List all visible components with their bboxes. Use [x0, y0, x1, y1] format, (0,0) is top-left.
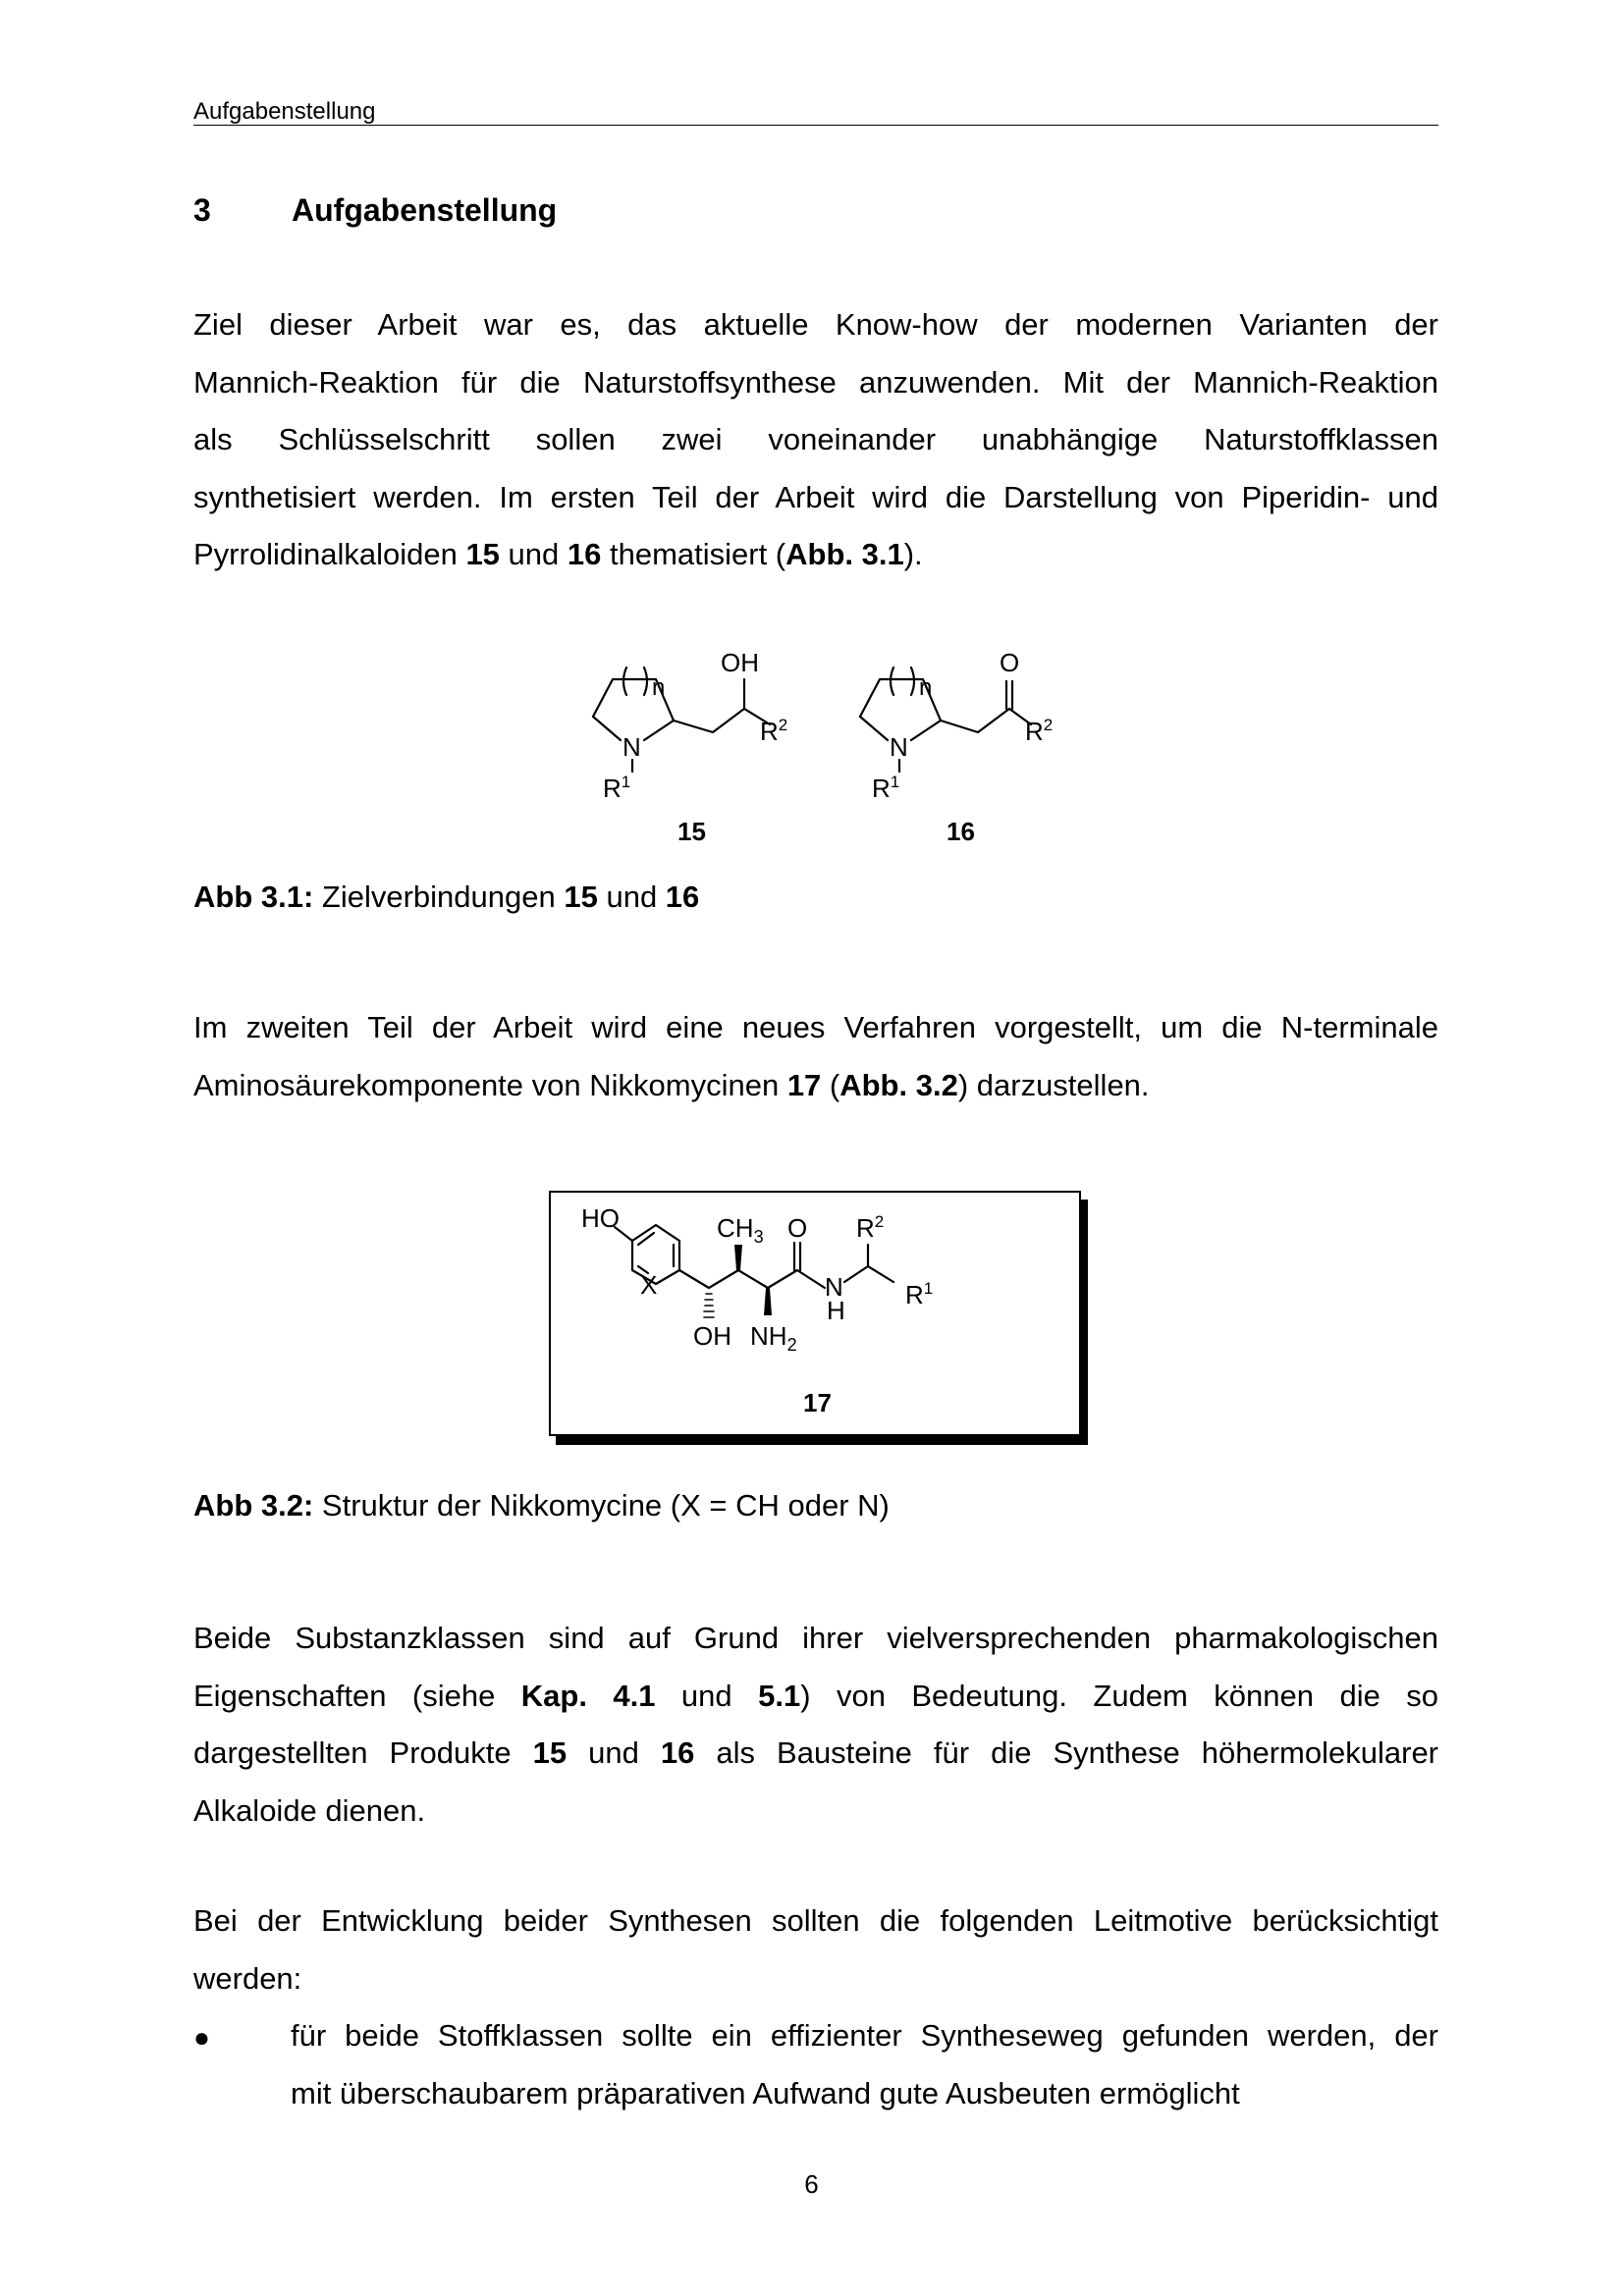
- paragraph-line: Alkaloide dienen.: [193, 1792, 426, 1828]
- group-r2: $R^2$: [1025, 716, 1054, 746]
- group-nh2: $NH_2$: [750, 1321, 797, 1355]
- atom-n: N: [622, 732, 641, 762]
- compound-ref: 15: [532, 1735, 568, 1770]
- paragraph-line: Mannich-Reaktion für die Naturstoffsynthese anzuwenden. Mit der Mannich-Reaktion: [193, 364, 1438, 400]
- bond: [911, 667, 914, 695]
- header-rule: [193, 125, 1438, 126]
- paragraph-line: synthetisiert werden. Im ersten Teil der Arbeit wird die Darstellung von Piperidin- und: [193, 479, 1438, 514]
- group-r2: $R^2$: [760, 716, 788, 746]
- paragraph-line: Eigenschaften (siehe Kap. 4.1 und 5.1) von Bedeutung. Zudem können die so: [193, 1678, 1438, 1713]
- side-chain-16: [941, 709, 1031, 732]
- bond: [860, 717, 888, 740]
- page-number: 6: [804, 2169, 819, 2199]
- paragraph-line: Aminosäurekomponente von Nikkomycinen 17 (Abb. 3.2) darzustellen.: [193, 1067, 1150, 1102]
- bond: [911, 721, 941, 740]
- figure-3-1: [550, 638, 1100, 854]
- paragraph-second-part: [193, 999, 1438, 1114]
- compound-label-15: 15: [677, 817, 706, 846]
- paragraph-line: dargestellten Produkte 15 und 16 als Bausteine für die Synthese höhermolekularer: [193, 1735, 1439, 1770]
- bond: [891, 667, 893, 695]
- atom-oh: OH: [721, 648, 759, 677]
- group-r1: $R^1$: [603, 773, 631, 803]
- side-chain-15: [674, 709, 770, 732]
- bond: [644, 721, 674, 740]
- figure-3-2: [546, 1188, 1096, 1449]
- section-number: 3: [193, 192, 211, 228]
- paragraph-guidelines: [193, 1893, 1438, 2007]
- atom-o: O: [1000, 648, 1020, 677]
- bond: [593, 717, 621, 740]
- paragraph-line: Ziel dieser Arbeit war es, das aktuelle Know-how der modernen Varianten der: [193, 307, 1438, 342]
- chapter-ref: 5.1: [758, 1678, 801, 1713]
- bond: [644, 667, 647, 695]
- chapter-ref: Kap. 4.1: [520, 1678, 656, 1713]
- atom-h: H: [827, 1296, 845, 1325]
- list-item-line: für beide Stoffklassen sollte ein effizienter Syntheseweg gefunden werden, der: [291, 2018, 1438, 2053]
- paragraph-line: als Schlüsselschritt sollen zwei voneinander unabhängige Naturstoffklassen: [193, 422, 1438, 456]
- atom-o: O: [787, 1213, 808, 1243]
- paragraph-line: Beide Substanzklassen sind auf Grund ihrer vielversprechenden pharmakologischen: [193, 1621, 1438, 1655]
- atom-n: N: [890, 732, 908, 762]
- running-header: Aufgabenstellung: [193, 98, 376, 125]
- group-r2: $R^2$: [856, 1212, 885, 1243]
- bullet-icon: ●: [193, 2022, 210, 2053]
- figure-caption-3-2: Abb 3.2: Struktur der Nikkomycine (X = CH oder N): [193, 1488, 890, 1522]
- list-item: [291, 2007, 1438, 2122]
- list-item-line: mit überschaubarem präparativen Aufwand gute Ausbeuten ermöglicht: [291, 2075, 1240, 2110]
- group-ho: HO: [581, 1203, 620, 1233]
- atom-x: X: [640, 1270, 658, 1300]
- paragraph-line: Pyrrolidinalkaloiden 15 und 16 thematisiert (Abb. 3.1).: [193, 537, 923, 571]
- compound-ref: 16: [660, 1735, 695, 1770]
- paragraph-line: Im zweiten Teil der Arbeit wird eine neues Verfahren vorgestellt, um die N-terminale: [193, 1010, 1438, 1044]
- figure-caption-3-1: Abb 3.1: Zielverbindungen 15 und 16: [193, 880, 700, 914]
- bond: [623, 667, 626, 695]
- group-r1: $R^1$: [872, 773, 900, 803]
- paragraph-significance: [193, 1610, 1438, 1840]
- ring-index: n: [652, 674, 666, 701]
- group-oh: OH: [693, 1321, 731, 1351]
- compound-ref: 16: [567, 537, 602, 571]
- ring-index: n: [919, 674, 933, 701]
- group-ch3: $CH_3$: [717, 1213, 764, 1247]
- paragraph-line: Bei der Entwicklung beider Synthesen sollten die folgenden Leitmotive berücksichtigt: [193, 1903, 1438, 1938]
- group-r1: $R^1$: [905, 1279, 934, 1309]
- atom-n: N: [825, 1272, 843, 1302]
- compound-label-16: 16: [947, 817, 975, 846]
- paragraph-line: werden:: [193, 1960, 302, 1996]
- compound-label-17: 17: [803, 1388, 832, 1417]
- figure-ref: Abb. 3.2: [839, 1067, 958, 1102]
- compound-ref: 15: [465, 537, 500, 571]
- figure-ref: Abb. 3.1: [785, 537, 904, 571]
- compound-ref: 17: [786, 1067, 822, 1102]
- paragraph-intro: [193, 296, 1438, 584]
- section-title: Aufgabenstellung: [292, 192, 558, 228]
